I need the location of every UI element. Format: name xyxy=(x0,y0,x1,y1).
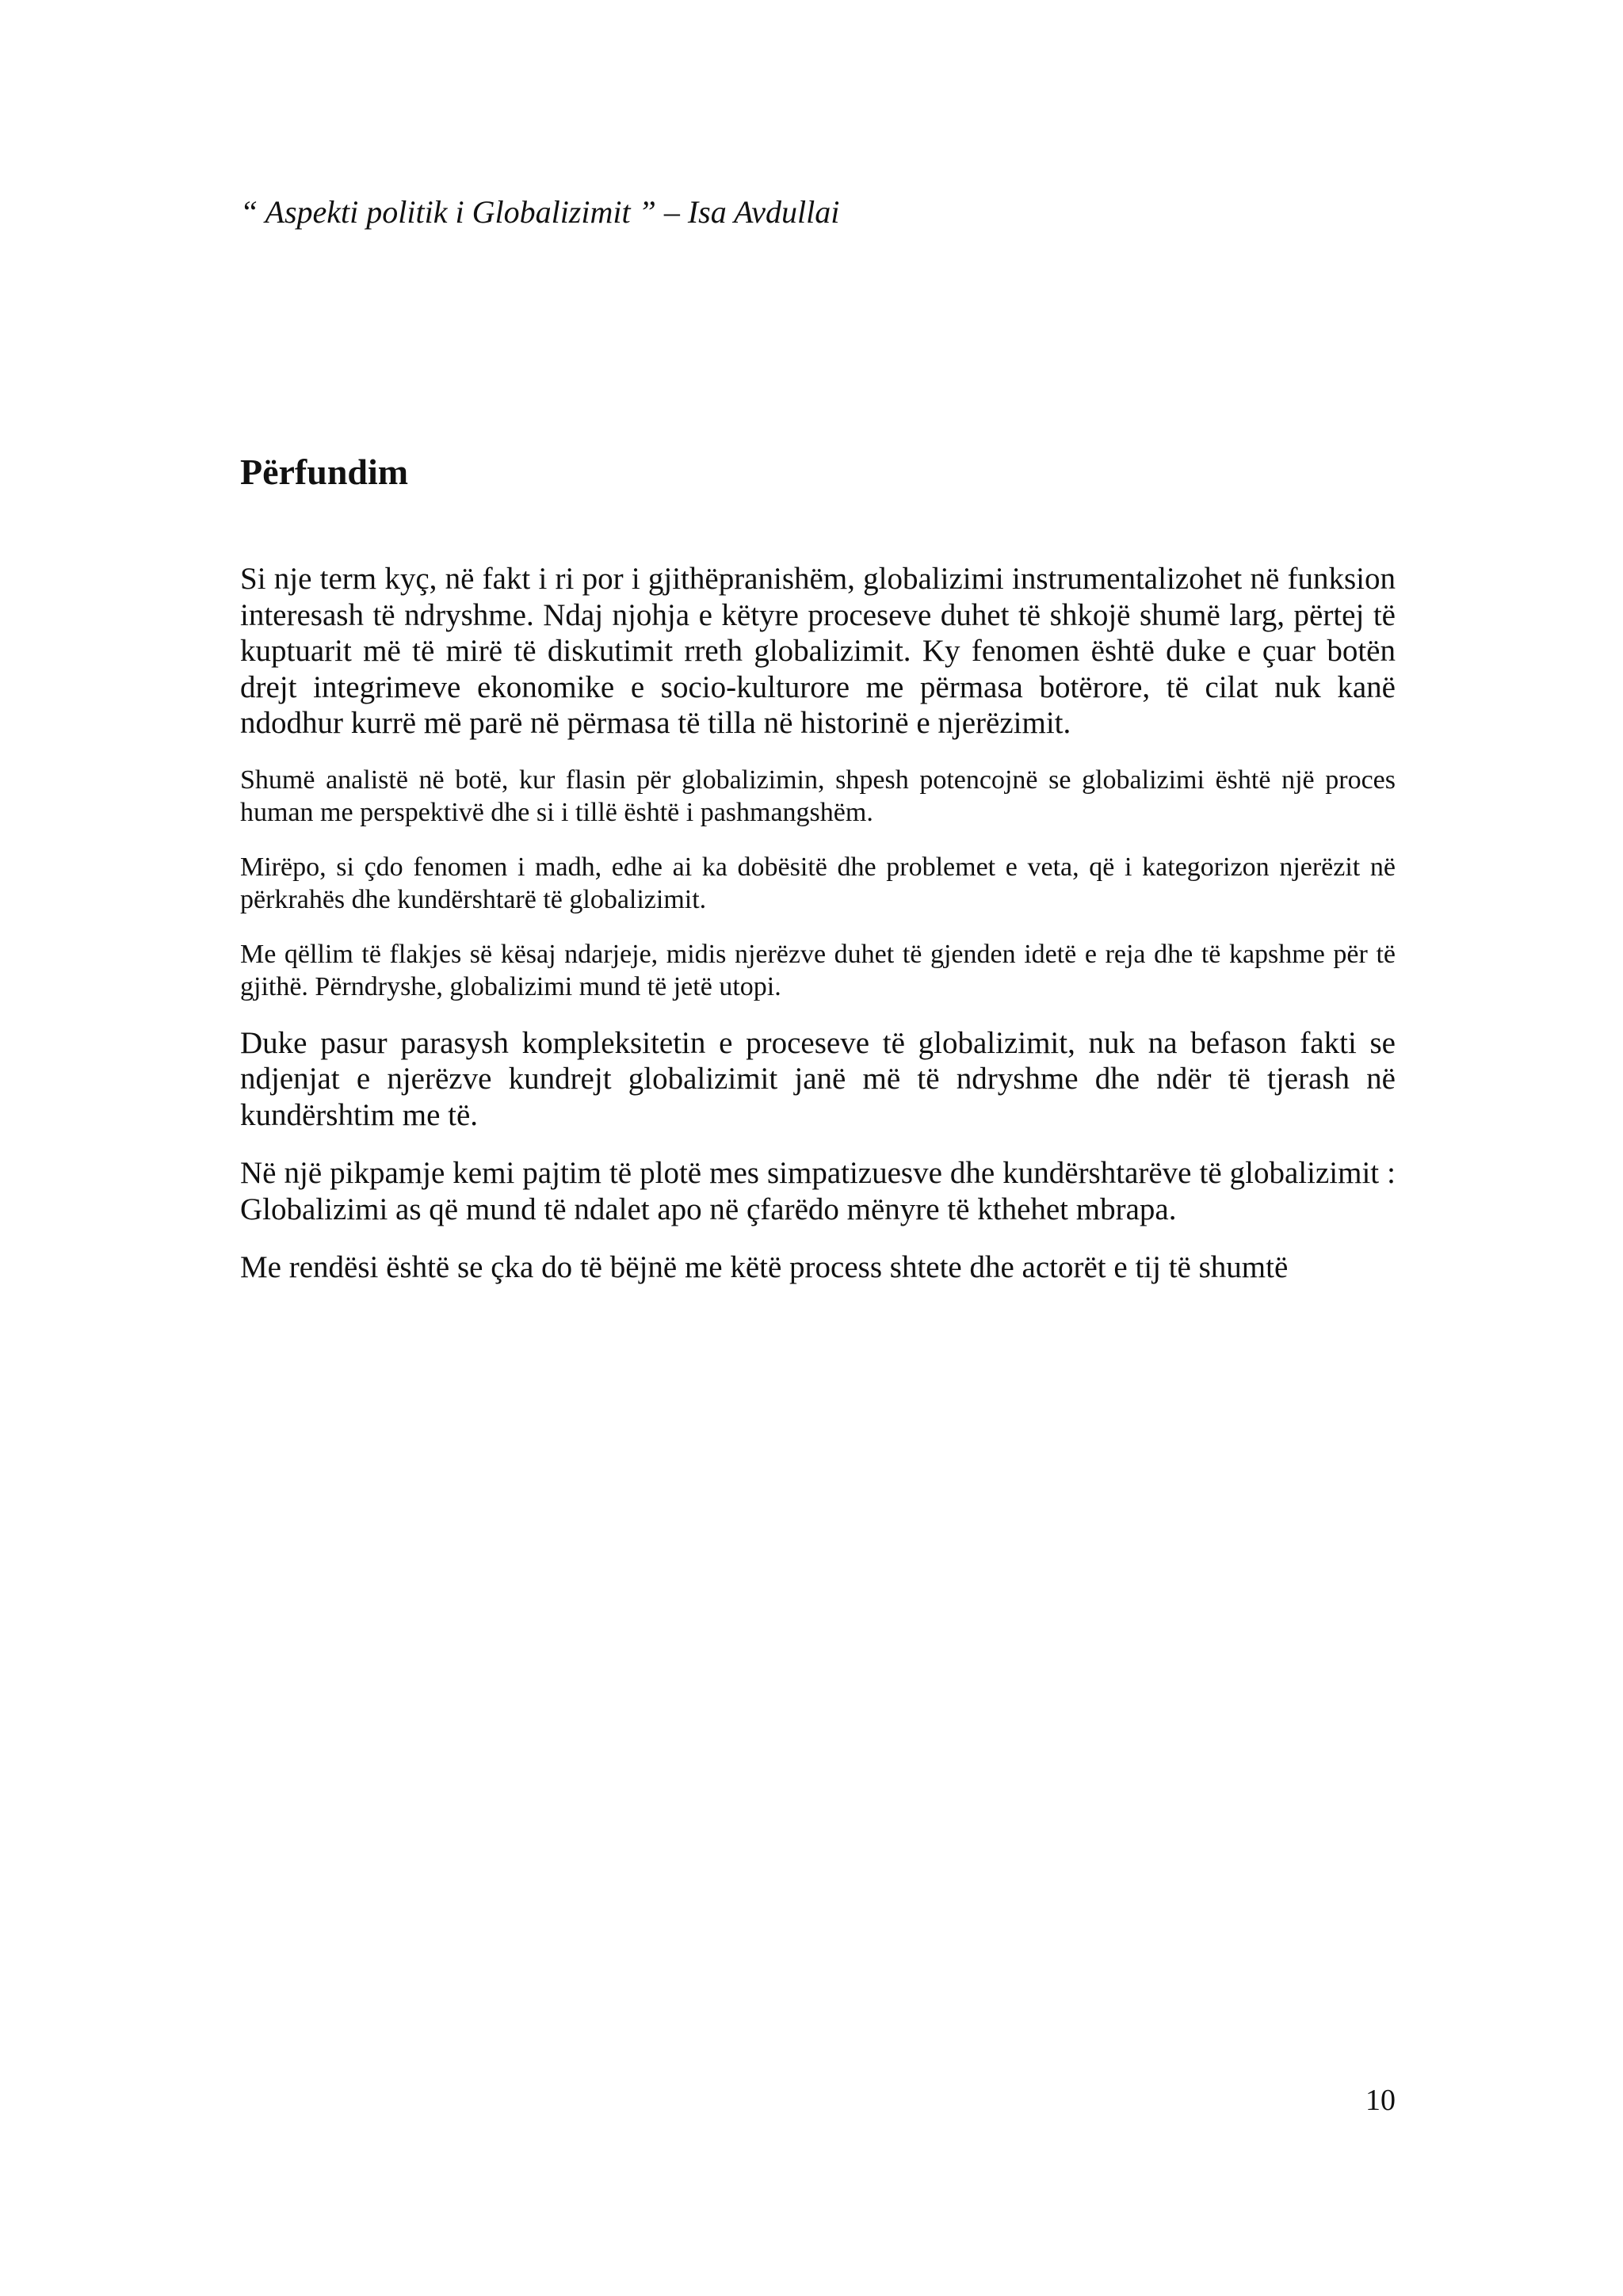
running-header: “ Aspekti politik i Globalizimit ” – Isa Avdullai xyxy=(240,194,840,230)
paragraph-5: Duke pasur parasysh kompleksitetin e proceseve të globalizimit, nuk na befason fakti se ndjenjat e njerëzve kundrejt globalizimit janë më të ndryshme dhe ndër të tjerash në kundërshtim me të. xyxy=(240,1025,1396,1132)
body-text xyxy=(240,561,1396,1286)
paragraph-2: Shumë analistë në botë, kur flasin për globalizimin, shpesh potencojnë se globalizimi është një proces human me perspektivë dhe si i tillë është i pashmangshëm. xyxy=(240,765,1396,827)
paragraph-1: Si nje term kyç, në fakt i ri por i gjithëpranishëm, globalizimi instrumentalizohet në funksion interesash të ndryshme. Ndaj njohja e këtyre proceseve duhet të shkojë shumë larg, përtej të kuptuarit më të mirë të diskutimit rreth globalizimit. Ky fenomen është duke e çuar botën drejt integrimeve ekonomike e socio-kulturore me përmasa botërore, të cilat nuk kanë ndodhur kurrë më parë në përmasa të tilla në historinë e njerëzimit. xyxy=(240,562,1396,740)
paragraph-4: Me qëllim të flakjes së kësaj ndarjeje, midis njerëzve duhet të gjenden idetë e reja dhe të kapshme për të gjithë. Përndryshe, globalizimi mund të jetë utopi. xyxy=(240,939,1396,1001)
paragraph-3: Mirëpo, si çdo fenomen i madh, edhe ai ka dobësitë dhe problemet e veta, që i kategorizon njerëzit në përkrahës dhe kundërshtarë të globalizimit. xyxy=(240,852,1396,914)
paragraph-6: Në një pikpamje kemi pajtim të plotë mes simpatizuesve dhe kundërshtarëve të globalizimit : Globalizimi as që mund të ndalet apo në çfarëdo mënyre të kthehet mbrapa. xyxy=(240,1156,1396,1226)
page-number: 10 xyxy=(1365,2084,1396,2117)
paragraph-7: Me rendësi është se çka do të bëjnë me këtë process shtete dhe actorët e tij të shumtë xyxy=(240,1250,1289,1284)
section-title: Përfundim xyxy=(240,452,409,492)
